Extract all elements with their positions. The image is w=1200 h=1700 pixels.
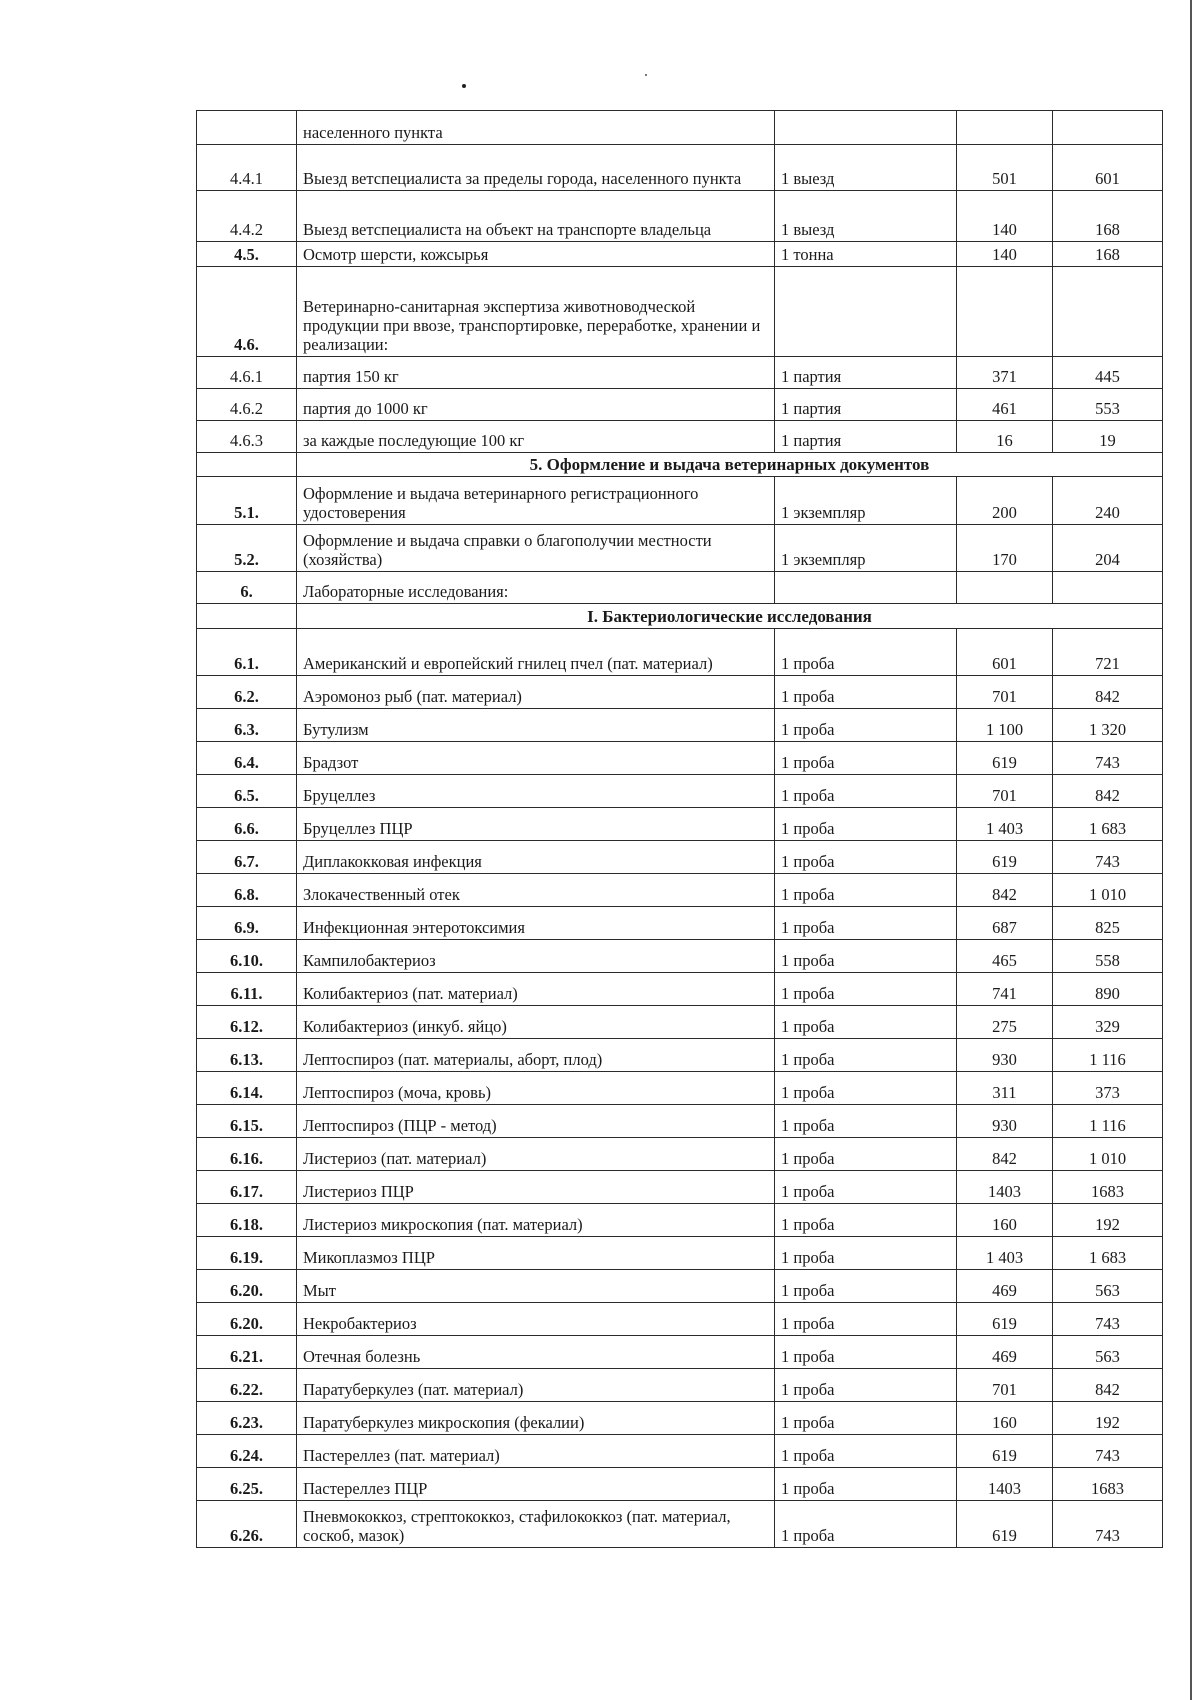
price-with-vat: 240 <box>1053 477 1163 525</box>
price-without-vat: 501 <box>957 145 1053 191</box>
price-without-vat: 469 <box>957 1336 1053 1369</box>
price-with-vat <box>1053 111 1163 145</box>
price-with-vat: 842 <box>1053 1369 1163 1402</box>
price-with-vat: 743 <box>1053 1303 1163 1336</box>
service-name: за каждые последующие 100 кг <box>297 421 775 453</box>
table-row <box>197 477 1163 525</box>
unit-of-measure: 1 проба <box>775 1072 957 1105</box>
price-without-vat <box>957 267 1053 357</box>
price-with-vat: 373 <box>1053 1072 1163 1105</box>
unit-of-measure: 1 проба <box>775 940 957 973</box>
item-number: 6.13. <box>197 1039 297 1072</box>
price-without-vat: 619 <box>957 742 1053 775</box>
item-number: 6.11. <box>197 973 297 1006</box>
item-number: 6.20. <box>197 1303 297 1336</box>
table-row <box>197 1303 1163 1336</box>
unit-of-measure: 1 проба <box>775 1204 957 1237</box>
unit-of-measure: 1 проба <box>775 1369 957 1402</box>
table-row <box>197 874 1163 907</box>
table-row <box>197 1171 1163 1204</box>
price-with-vat: 558 <box>1053 940 1163 973</box>
price-with-vat: 1683 <box>1053 1171 1163 1204</box>
unit-of-measure <box>775 267 957 357</box>
table-row <box>197 841 1163 874</box>
table-row <box>197 389 1163 421</box>
item-number: 6.6. <box>197 808 297 841</box>
table-row <box>197 111 1163 145</box>
service-name: Оформление и выдача справки о благополучии местности (хозяйства) <box>297 525 775 572</box>
service-name: населенного пункта <box>297 111 775 145</box>
service-name: Выезд ветспециалиста на объект на транспорте владельца <box>297 191 775 242</box>
price-with-vat: 890 <box>1053 973 1163 1006</box>
item-number <box>197 111 297 145</box>
table-row <box>197 1468 1163 1501</box>
table-row <box>197 191 1163 242</box>
item-number: 4.6.3 <box>197 421 297 453</box>
table-row <box>197 709 1163 742</box>
table-row <box>197 1039 1163 1072</box>
section-heading-row <box>197 604 1163 629</box>
item-number: 6.12. <box>197 1006 297 1039</box>
table-row <box>197 145 1163 191</box>
section-title: 5. Оформление и выдача ветеринарных документов <box>297 453 1163 477</box>
item-number: 6.4. <box>197 742 297 775</box>
service-name: партия 150 кг <box>297 357 775 389</box>
item-number: 4.5. <box>197 242 297 267</box>
unit-of-measure: 1 проба <box>775 1501 957 1548</box>
table-row <box>197 1072 1163 1105</box>
table-row <box>197 1336 1163 1369</box>
price-without-vat: 275 <box>957 1006 1053 1039</box>
scan-edge <box>1190 0 1192 1700</box>
table-row <box>197 1270 1163 1303</box>
price-with-vat: 1 320 <box>1053 709 1163 742</box>
price-without-vat: 1 403 <box>957 1237 1053 1270</box>
item-number: 6.17. <box>197 1171 297 1204</box>
price-with-vat: 204 <box>1053 525 1163 572</box>
table-row <box>197 1006 1163 1039</box>
price-with-vat: 842 <box>1053 676 1163 709</box>
price-without-vat: 1 100 <box>957 709 1053 742</box>
section-heading-row <box>197 453 1163 477</box>
item-number: 6.3. <box>197 709 297 742</box>
item-number: 6.23. <box>197 1402 297 1435</box>
price-with-vat: 1 116 <box>1053 1105 1163 1138</box>
service-name: Диплакокковая инфекция <box>297 841 775 874</box>
table-row <box>197 525 1163 572</box>
item-number: 6.22. <box>197 1369 297 1402</box>
service-name: Микоплазмоз ПЦР <box>297 1237 775 1270</box>
item-number: 6.9. <box>197 907 297 940</box>
unit-of-measure: 1 партия <box>775 389 957 421</box>
item-number: 6.10. <box>197 940 297 973</box>
price-without-vat: 311 <box>957 1072 1053 1105</box>
table-row <box>197 940 1163 973</box>
price-without-vat: 16 <box>957 421 1053 453</box>
service-name: Колибактериоз (пат. материал) <box>297 973 775 1006</box>
price-with-vat: 1 683 <box>1053 1237 1163 1270</box>
service-name: Бутулизм <box>297 709 775 742</box>
unit-of-measure: 1 выезд <box>775 145 957 191</box>
item-number: 6.14. <box>197 1072 297 1105</box>
price-without-vat: 1403 <box>957 1468 1053 1501</box>
price-without-vat: 200 <box>957 477 1053 525</box>
service-name: Мыт <box>297 1270 775 1303</box>
service-name: Колибактериоз (инкуб. яйцо) <box>297 1006 775 1039</box>
price-without-vat: 930 <box>957 1039 1053 1072</box>
item-number: 5.2. <box>197 525 297 572</box>
price-table <box>196 110 1163 1548</box>
item-number: 6.18. <box>197 1204 297 1237</box>
price-with-vat <box>1053 267 1163 357</box>
price-without-vat: 842 <box>957 874 1053 907</box>
price-with-vat: 1 010 <box>1053 874 1163 907</box>
price-without-vat: 160 <box>957 1402 1053 1435</box>
price-without-vat <box>957 111 1053 145</box>
item-number: 6.16. <box>197 1138 297 1171</box>
service-name: Осмотр шерсти, кожсырья <box>297 242 775 267</box>
service-name: Листериоз микроскопия (пат. материал) <box>297 1204 775 1237</box>
price-without-vat: 701 <box>957 676 1053 709</box>
price-without-vat: 930 <box>957 1105 1053 1138</box>
unit-of-measure: 1 проба <box>775 775 957 808</box>
table-row <box>197 808 1163 841</box>
price-with-vat: 192 <box>1053 1204 1163 1237</box>
unit-of-measure: 1 проба <box>775 841 957 874</box>
price-without-vat: 619 <box>957 1501 1053 1548</box>
service-name: Инфекционная энтеротоксимия <box>297 907 775 940</box>
unit-of-measure: 1 проба <box>775 1336 957 1369</box>
price-with-vat: 1 116 <box>1053 1039 1163 1072</box>
unit-of-measure: 1 проба <box>775 1303 957 1336</box>
price-with-vat: 192 <box>1053 1402 1163 1435</box>
table-row <box>197 775 1163 808</box>
section-number-cell <box>197 604 297 629</box>
table-row <box>197 1237 1163 1270</box>
item-number: 6.26. <box>197 1501 297 1548</box>
price-without-vat: 465 <box>957 940 1053 973</box>
item-number: 4.6. <box>197 267 297 357</box>
unit-of-measure: 1 партия <box>775 357 957 389</box>
section-number-cell <box>197 453 297 477</box>
service-name: Пастереллез (пат. материал) <box>297 1435 775 1468</box>
price-without-vat: 140 <box>957 191 1053 242</box>
service-name: партия до 1000 кг <box>297 389 775 421</box>
item-number: 6.21. <box>197 1336 297 1369</box>
unit-of-measure: 1 проба <box>775 1237 957 1270</box>
unit-of-measure: 1 экземпляр <box>775 477 957 525</box>
price-with-vat: 721 <box>1053 629 1163 676</box>
service-name: Кампилобактериоз <box>297 940 775 973</box>
unit-of-measure: 1 проба <box>775 709 957 742</box>
service-name: Листериоз (пат. материал) <box>297 1138 775 1171</box>
price-with-vat: 445 <box>1053 357 1163 389</box>
service-name: Паратуберкулез (пат. материал) <box>297 1369 775 1402</box>
service-name: Пастереллез ПЦР <box>297 1468 775 1501</box>
service-name: Американский и европейский гнилец пчел (пат. материал) <box>297 629 775 676</box>
price-without-vat: 687 <box>957 907 1053 940</box>
table-row <box>197 742 1163 775</box>
service-name: Бруцеллез <box>297 775 775 808</box>
price-with-vat: 842 <box>1053 775 1163 808</box>
price-without-vat: 701 <box>957 775 1053 808</box>
item-number: 4.4.1 <box>197 145 297 191</box>
price-without-vat: 461 <box>957 389 1053 421</box>
unit-of-measure: 1 проба <box>775 1171 957 1204</box>
price-without-vat: 842 <box>957 1138 1053 1171</box>
price-with-vat: 1683 <box>1053 1468 1163 1501</box>
item-number: 4.6.2 <box>197 389 297 421</box>
price-with-vat: 601 <box>1053 145 1163 191</box>
price-without-vat: 701 <box>957 1369 1053 1402</box>
service-name: Бруцеллез ПЦР <box>297 808 775 841</box>
unit-of-measure: 1 выезд <box>775 191 957 242</box>
price-with-vat: 553 <box>1053 389 1163 421</box>
item-number: 6.1. <box>197 629 297 676</box>
unit-of-measure: 1 проба <box>775 676 957 709</box>
service-name: Отечная болезнь <box>297 1336 775 1369</box>
price-with-vat: 743 <box>1053 841 1163 874</box>
service-name: Лептоспироз (моча, кровь) <box>297 1072 775 1105</box>
price-with-vat: 1 010 <box>1053 1138 1163 1171</box>
price-without-vat: 1403 <box>957 1171 1053 1204</box>
table-row <box>197 1435 1163 1468</box>
price-without-vat: 619 <box>957 1435 1053 1468</box>
item-number: 6.24. <box>197 1435 297 1468</box>
service-name: Брадзот <box>297 742 775 775</box>
price-with-vat: 1 683 <box>1053 808 1163 841</box>
price-without-vat: 1 403 <box>957 808 1053 841</box>
table-row <box>197 1105 1163 1138</box>
table-row <box>197 676 1163 709</box>
price-with-vat <box>1053 572 1163 604</box>
price-with-vat: 563 <box>1053 1336 1163 1369</box>
service-name: Паратуберкулез микроскопия (фекалии) <box>297 1402 775 1435</box>
price-with-vat: 563 <box>1053 1270 1163 1303</box>
table-row <box>197 1501 1163 1548</box>
price-without-vat: 601 <box>957 629 1053 676</box>
unit-of-measure: 1 проба <box>775 808 957 841</box>
table-row <box>197 1138 1163 1171</box>
price-with-vat: 329 <box>1053 1006 1163 1039</box>
unit-of-measure: 1 тонна <box>775 242 957 267</box>
price-with-vat: 743 <box>1053 1435 1163 1468</box>
item-number: 6.2. <box>197 676 297 709</box>
unit-of-measure: 1 проба <box>775 1006 957 1039</box>
item-number: 5.1. <box>197 477 297 525</box>
service-name: Лептоспироз (ПЦР - метод) <box>297 1105 775 1138</box>
unit-of-measure: 1 проба <box>775 629 957 676</box>
table-row <box>197 572 1163 604</box>
item-number: 6.20. <box>197 1270 297 1303</box>
price-without-vat: 741 <box>957 973 1053 1006</box>
price-table-body <box>197 111 1163 1548</box>
price-with-vat: 743 <box>1053 1501 1163 1548</box>
table-row <box>197 242 1163 267</box>
item-number: 6.7. <box>197 841 297 874</box>
price-without-vat: 170 <box>957 525 1053 572</box>
section-title: I. Бактериологические исследования <box>297 604 1163 629</box>
unit-of-measure: 1 проба <box>775 742 957 775</box>
service-name: Листериоз ПЦР <box>297 1171 775 1204</box>
service-name: Ветеринарно-санитарная экспертиза животноводческой продукции при ввозе, транспортировке, переработке, хранении и реализации: <box>297 267 775 357</box>
unit-of-measure: 1 проба <box>775 1402 957 1435</box>
table-row <box>197 973 1163 1006</box>
price-without-vat: 619 <box>957 1303 1053 1336</box>
table-row <box>197 357 1163 389</box>
price-with-vat: 743 <box>1053 742 1163 775</box>
unit-of-measure: 1 проба <box>775 1039 957 1072</box>
unit-of-measure: 1 проба <box>775 1105 957 1138</box>
table-row <box>197 1204 1163 1237</box>
table-row <box>197 421 1163 453</box>
unit-of-measure: 1 проба <box>775 1435 957 1468</box>
unit-of-measure: 1 партия <box>775 421 957 453</box>
table-row <box>197 1402 1163 1435</box>
price-with-vat: 19 <box>1053 421 1163 453</box>
unit-of-measure: 1 проба <box>775 1468 957 1501</box>
unit-of-measure: 1 проба <box>775 1270 957 1303</box>
price-without-vat: 619 <box>957 841 1053 874</box>
service-name: Выезд ветспециалиста за пределы города, населенного пункта <box>297 145 775 191</box>
table-row <box>197 1369 1163 1402</box>
price-without-vat: 160 <box>957 1204 1053 1237</box>
unit-of-measure: 1 экземпляр <box>775 525 957 572</box>
service-name: Аэромоноз рыб (пат. материал) <box>297 676 775 709</box>
price-without-vat: 140 <box>957 242 1053 267</box>
table-row <box>197 629 1163 676</box>
service-name: Некробактериоз <box>297 1303 775 1336</box>
item-number: 6.5. <box>197 775 297 808</box>
service-name: Лабораторные исследования: <box>297 572 775 604</box>
service-name: Пневмококкоз, стрептококкоз, стафилококкоз (пат. материал, соскоб, мазок) <box>297 1501 775 1548</box>
unit-of-measure: 1 проба <box>775 907 957 940</box>
item-number: 4.4.2 <box>197 191 297 242</box>
table-row <box>197 267 1163 357</box>
unit-of-measure <box>775 572 957 604</box>
price-without-vat: 371 <box>957 357 1053 389</box>
price-with-vat: 825 <box>1053 907 1163 940</box>
unit-of-measure: 1 проба <box>775 1138 957 1171</box>
service-name: Лептоспироз (пат. материалы, аборт, плод) <box>297 1039 775 1072</box>
item-number: 6. <box>197 572 297 604</box>
service-name: Злокачественный отек <box>297 874 775 907</box>
price-without-vat: 469 <box>957 1270 1053 1303</box>
service-name: Оформление и выдача ветеринарного регистрационного удостоверения <box>297 477 775 525</box>
price-with-vat: 168 <box>1053 242 1163 267</box>
scan-speck <box>462 84 466 88</box>
table-row <box>197 907 1163 940</box>
item-number: 6.19. <box>197 1237 297 1270</box>
price-without-vat <box>957 572 1053 604</box>
item-number: 4.6.1 <box>197 357 297 389</box>
scan-speck <box>645 74 647 76</box>
item-number: 6.25. <box>197 1468 297 1501</box>
item-number: 6.8. <box>197 874 297 907</box>
item-number: 6.15. <box>197 1105 297 1138</box>
unit-of-measure <box>775 111 957 145</box>
unit-of-measure: 1 проба <box>775 973 957 1006</box>
unit-of-measure: 1 проба <box>775 874 957 907</box>
price-with-vat: 168 <box>1053 191 1163 242</box>
